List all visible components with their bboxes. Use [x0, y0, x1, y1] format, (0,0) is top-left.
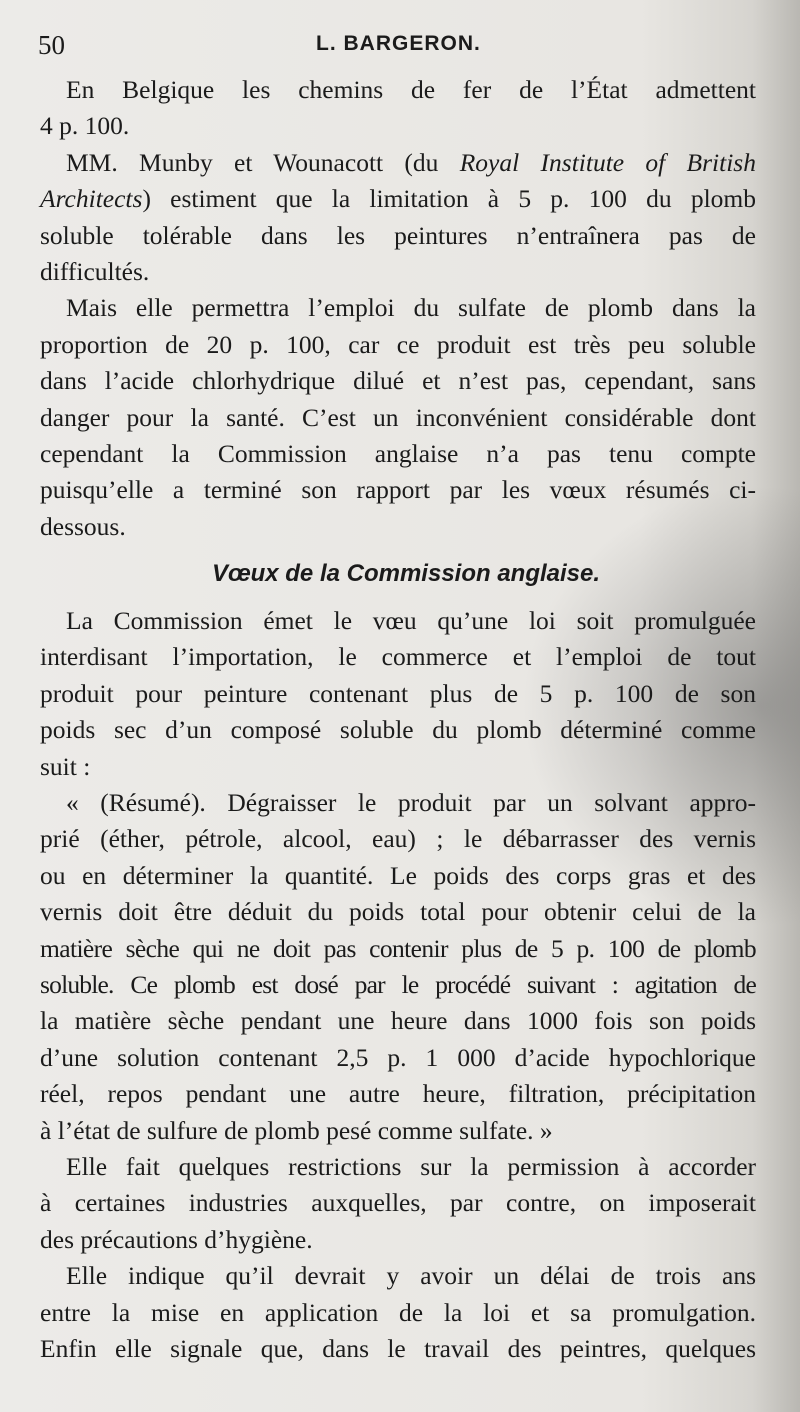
paragraph-restrictions — [40, 1149, 756, 1258]
text-line: soluble. Ce plomb est dosé par le procédé suivant : agitation de — [40, 969, 756, 999]
text-line: des précautions d’hygiène. — [40, 1224, 313, 1254]
text-line: cependant la Commission anglaise n’a pas tenu compte — [40, 438, 756, 468]
text-line: Elle fait quelques restrictions sur la permission à accorder — [66, 1151, 756, 1181]
text-line: poids sec d’un composé soluble du plomb déterminé comme — [40, 715, 756, 745]
text-line: à l’état de sulfure de plomb pesé comme sulfate. » — [40, 1115, 553, 1145]
paragraph-delai — [40, 1258, 756, 1367]
text-line: danger pour la santé. C’est un inconvénient considérable dont — [40, 402, 756, 432]
text-line: difficultés. — [40, 256, 150, 286]
page-header — [38, 30, 758, 66]
running-head: L. BARGERON. — [316, 32, 481, 55]
text-line: entre la mise en application de la loi et sa promulgation. — [40, 1297, 756, 1327]
text-line: vernis doit être déduit du poids total pour obtenir celui de la — [40, 897, 756, 927]
page-number: 50 — [38, 30, 65, 60]
text-line: prié (éther, pétrole, alcool, eau) ; le débarrasser des vernis — [40, 824, 756, 854]
text-line: réel, repos pendant une autre heure, filtration, précipitation — [40, 1079, 756, 1109]
text-line: dessous. — [40, 511, 126, 541]
text-line: En Belgique les chemins de fer de l’État admettent — [66, 75, 756, 104]
text-line: 4 p. 100. — [40, 111, 130, 141]
text-line: « (Résumé). Dégraisser le produit par un solvant appro- — [66, 788, 756, 818]
text-line: matière sèche qui ne doit pas contenir plus de 5 p. 100 de plomb — [40, 933, 756, 963]
paragraph-sulfate — [40, 290, 756, 545]
text-line: puisqu’elle a terminé son rapport par les vœux résumés ci- — [40, 475, 756, 505]
text-line: suit : — [40, 751, 91, 781]
text-line: à certaines industries auxquelles, par contre, on imposerait — [40, 1188, 756, 1218]
section-title: Vœux de la Commission anglaise. — [211, 560, 601, 588]
paragraph-munby — [40, 145, 756, 291]
italic-architects: Architects — [40, 184, 143, 214]
text-line-with-italic: MM. Munby et Wounacott (du Royal Institute of British — [66, 147, 756, 177]
text-line: Mais elle permettra l’emploi du sulfate de plomb dans la — [66, 293, 756, 323]
text-line: interdisant l’importation, le commerce et l’emploi de tout — [40, 642, 756, 672]
text-line: proportion de 20 p. 100, car ce produit est très peu soluble — [40, 329, 756, 359]
text-line: La Commission émet le vœu qu’une loi soit promulguée — [66, 606, 756, 636]
italic-institute: Royal Institute of British — [459, 147, 756, 177]
paragraph-resume — [40, 785, 756, 1149]
body-text — [40, 72, 756, 1367]
text-line: Enfin elle signale que, dans le travail des peintres, quelques — [40, 1333, 756, 1363]
text-line: d’une solution contenant 2,5 p. 1 000 d’acide hypochlorique — [40, 1042, 756, 1072]
paragraph-commission — [40, 603, 756, 785]
text-line: produit pour peinture contenant plus de 5 p. 100 de son — [40, 678, 756, 708]
text-line-with-italic: Architects) estiment que la limitation à 5 p. 100 du plomb — [40, 184, 756, 214]
text-line: Elle indique qu’il devrait y avoir un délai de trois ans — [66, 1261, 756, 1291]
text-line: soluble tolérable dans les peintures n’entraînera pas de — [40, 220, 756, 250]
paragraph-belgique — [40, 72, 756, 145]
text-line: ou en déterminer la quantité. Le poids des corps gras et des — [40, 860, 756, 890]
text-line: la matière sèche pendant une heure dans 1000 fois son poids — [40, 1006, 756, 1036]
text-line: dans l’acide chlorhydrique dilué et n’est pas, cependant, sans — [40, 366, 756, 396]
